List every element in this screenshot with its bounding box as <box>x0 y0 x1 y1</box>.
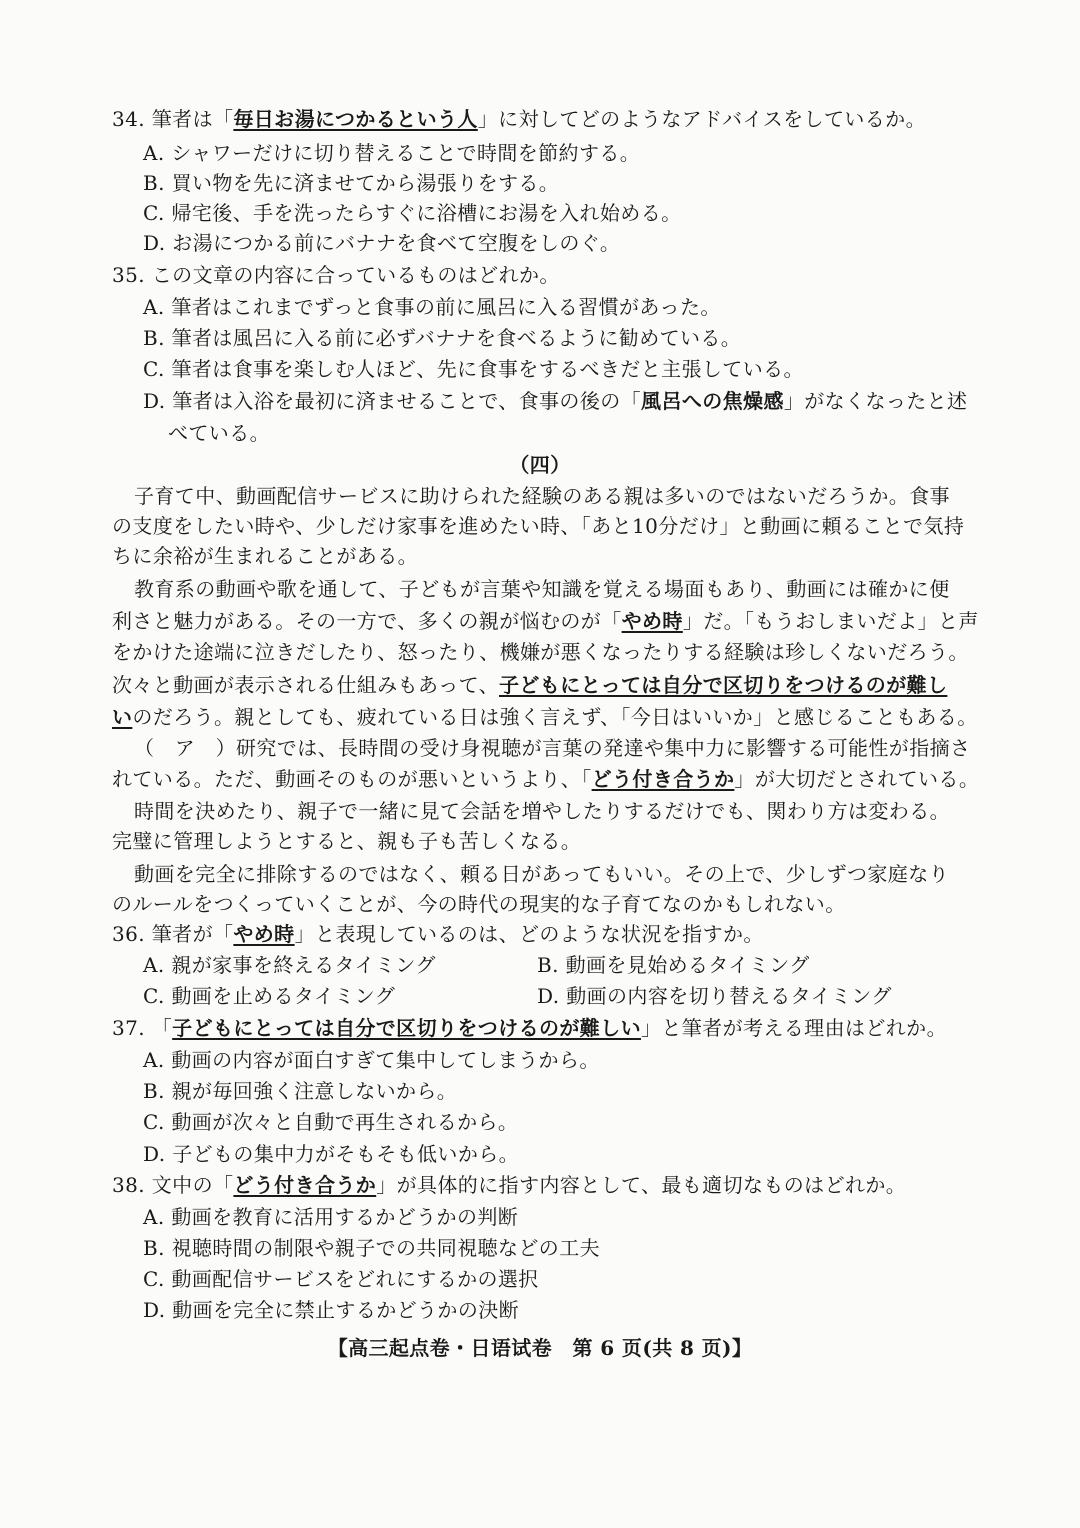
passage-line: のルールをつくっていくことが、今の時代の現実的な子育てなのかもしれない。 <box>112 892 846 916</box>
question-35-option-b: B. 筆者は風呂に入る前に必ずバナナを食べるように勧めている。 <box>143 326 742 350</box>
passage-text: 利さと魅力がある。その一方で、多くの親が悩むのが「 <box>112 609 622 633</box>
option-text: 」がなくなったと述 <box>783 389 968 413</box>
passage-line: 子育て中、動画配信サービスに助けられた経験のある親は多いのではないだろうか。食事 <box>134 484 950 508</box>
question-35-option-c: C. 筆者は食事を楽しむ人ほど、先に食事をするべきだと主張している。 <box>143 357 804 381</box>
stem-text: 」に対してどのようなアドバイスをしているか。 <box>477 107 926 131</box>
question-36-options-row-2 <box>143 981 1043 1011</box>
question-34-option-b: B. 買い物を先に済ませてから湯張りをする。 <box>143 171 560 195</box>
question-37-option-d: D. 子どもの集中力がそもそも低いから。 <box>143 1142 520 1166</box>
underlined-phrase: 子どもにとっては自分で区切りをつけるのが難し <box>499 673 948 697</box>
question-34-option-d: D. お湯につかる前にバナナを食べて空腹をしのぐ。 <box>143 231 621 255</box>
question-38-option-b: B. 視聴時間の制限や親子での共同視聴などの工夫 <box>143 1236 601 1260</box>
passage-line: ちに余裕が生まれることがある。 <box>112 544 418 568</box>
question-36-option-a: A. 親が家事を終えるタイミング <box>143 953 436 977</box>
question-34-option-a: A. シャワーだけに切り替えることで時間を節約する。 <box>143 141 641 165</box>
passage-line: をかけた途端に泣きだしたり、怒ったり、機嫌が悪くなったりする経験は珍しくないだろう。 <box>112 640 969 664</box>
question-38-option-a: A. 動画を教育に活用するかどうかの判断 <box>143 1205 519 1229</box>
passage-text: 」だ。「もうおしまいだよ」と声 <box>682 609 979 633</box>
question-38-option-c: C. 動画配信サービスをどれにするかの選択 <box>143 1267 539 1291</box>
passage-line: 完璧に管理しようとすると、親も子も苦しくなる。 <box>112 829 582 853</box>
question-35-stem: 35. この文章の内容に合っているものはどれか。 <box>112 263 560 287</box>
stem-text: 38. 文中の「 <box>112 1173 234 1197</box>
page-footer: 【高三起点卷・日语试卷 第 6 页(共 8 页)】 <box>327 1336 753 1360</box>
passage-line: 時間を決めたり、親子で一緒に見て会話を増やしたりするだけでも、関わり方は変わる。 <box>134 799 950 823</box>
question-35-option-a: A. 筆者はこれまでずっと食事の前に風呂に入る習慣があった。 <box>143 295 721 319</box>
stem-text: 36. 筆者が「 <box>112 922 234 946</box>
question-37-option-a: A. 動画の内容が面白すぎて集中してしまうから。 <box>143 1048 600 1072</box>
underlined-phrase: 毎日お湯につかるという人 <box>233 107 478 131</box>
question-38-option-d: D. 動画を完全に禁止するかどうかの決断 <box>143 1298 520 1322</box>
question-36-options-row-1 <box>143 950 1043 980</box>
question-34-option-c: C. 帰宅後、手を洗ったらすぐに浴槽にお湯を入れ始める。 <box>143 201 682 225</box>
section-title: （四） <box>509 453 571 477</box>
question-37-option-c: C. 動画が次々と自動で再生されるから。 <box>143 1110 519 1134</box>
underlined-phrase: やめ時 <box>233 922 295 946</box>
passage-line: 教育系の動画や歌を通して、子どもが言葉や知識を覚える場面もあり、動画には確かに便 <box>134 577 950 601</box>
underlined-phrase: どう付き合うか <box>591 767 735 791</box>
option-text: D. 筆者は入浴を最初に済ませることで、食事の後の「 <box>143 389 642 413</box>
stem-text: 」と表現しているのは、どのような状況を指すか。 <box>294 922 764 946</box>
passage-line: （ ア ）研究では、長時間の受け身視聴が言葉の発達や集中力に影響する可能性が指摘さ <box>134 736 971 760</box>
question-36-option-b: B. 動画を見始めるタイミング <box>537 953 810 977</box>
underlined-phrase: どう付き合うか <box>233 1173 377 1197</box>
question-35-option-d-continued: べている。 <box>168 421 270 445</box>
passage-line: 動画を完全に排除するのではなく、頼る日があってもいい。その上で、少しずつ家庭なり <box>134 862 949 886</box>
stem-text: 34. 筆者は「 <box>112 107 234 131</box>
passage-line <box>112 702 978 732</box>
underlined-phrase: 子どもにとっては自分で区切りをつけるのが難しい <box>172 1016 641 1040</box>
passage-text: れている。ただ、動画そのものが悪いというより、「 <box>112 767 592 791</box>
question-36-option-d: D. 動画の内容を切り替えるタイミング <box>537 984 892 1008</box>
question-38-stem <box>112 1170 906 1200</box>
question-34-stem <box>112 104 926 134</box>
question-35-option-d <box>143 386 967 416</box>
passage-text: 次々と動画が表示される仕組みもあって、 <box>112 673 499 697</box>
passage-line <box>112 764 979 794</box>
question-37-stem <box>112 1013 947 1043</box>
passage-line <box>112 606 979 636</box>
question-36-option-c: C. 動画を止めるタイミング <box>143 984 396 1008</box>
passage-text: のだろう。親としても、疲れている日は強く言えず、「今日はいいか」と感じることもある。 <box>132 705 978 729</box>
underlined-phrase: い <box>112 705 133 729</box>
bold-phrase: 風呂への焦燥感 <box>641 389 784 413</box>
stem-text: 37. 「 <box>112 1016 173 1040</box>
stem-text: 」が具体的に指す内容として、最も適切なものはどれか。 <box>376 1173 907 1197</box>
question-37-option-b: B. 親が毎回強く注意しないから。 <box>143 1079 458 1103</box>
underlined-phrase: やめ時 <box>621 609 683 633</box>
passage-line <box>112 670 947 700</box>
passage-line: の支度をしたい時や、少しだけ家事を進めたい時、「あと10分だけ」と動画に頼ることで気持 <box>112 514 965 538</box>
passage-text: 」が大切だとされている。 <box>734 767 980 791</box>
stem-text: 」と筆者が考える理由はどれか。 <box>640 1016 947 1040</box>
question-36-stem <box>112 919 764 949</box>
